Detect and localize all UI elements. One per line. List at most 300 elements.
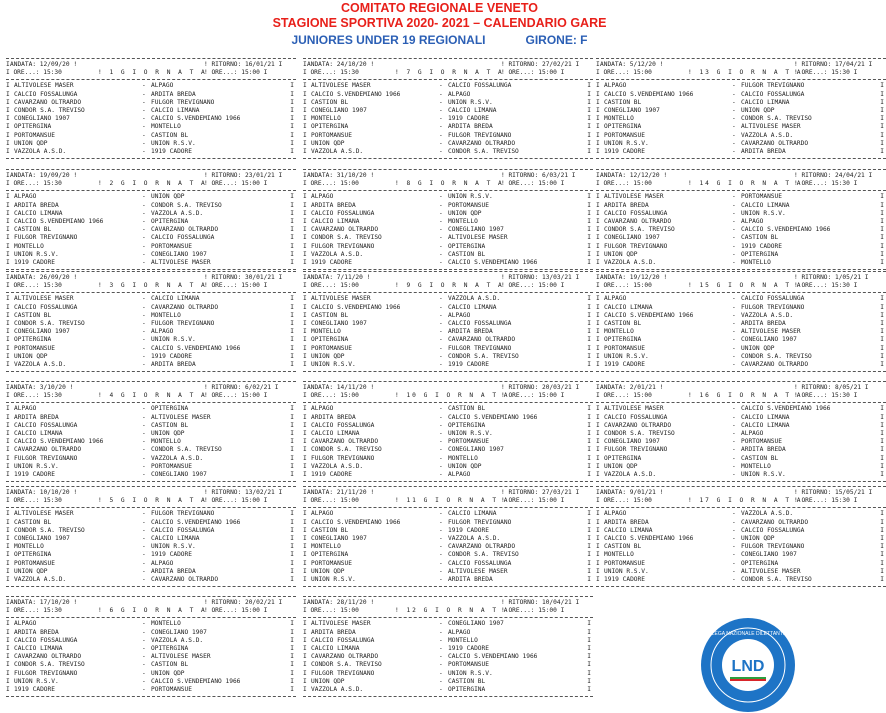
separator: - (142, 413, 146, 421)
separator: - (439, 147, 443, 155)
andata-time: I ORE...: 15:00 (303, 392, 359, 400)
border-char: I (6, 405, 10, 413)
border-char: I (303, 543, 307, 551)
home-team: CALCIO FOSSALUNGA (604, 209, 668, 217)
round-label: ! 10 G I O R N A T A (395, 392, 510, 400)
round-label: ! 7 G I O R N A T A (395, 69, 504, 77)
separator: - (142, 193, 146, 201)
away-team: FULGOR TREVIGNANO (448, 344, 512, 352)
match-row (6, 115, 296, 123)
away-team: CONEGLIANO 1907 (448, 620, 504, 628)
home-team: UNION QDP (311, 139, 345, 147)
away-team: ALPAGO (151, 82, 174, 90)
home-team: ARDITA BREDA (311, 628, 356, 636)
home-team: CALCIO FOSSALUNGA (14, 421, 78, 429)
match-row (6, 576, 296, 584)
match-row (596, 430, 886, 438)
away-team: CALCIO FOSSALUNGA (448, 559, 512, 567)
border-char: I (587, 90, 591, 98)
divider (303, 402, 593, 403)
separator: - (142, 534, 146, 542)
border-char: I (303, 360, 307, 368)
border-char: I (303, 98, 307, 106)
away-team: MONTELLO (151, 620, 181, 628)
separator: - (439, 620, 443, 628)
divider (596, 271, 886, 272)
separator: - (142, 98, 146, 106)
divider (6, 58, 296, 59)
away-team: MONTELLO (151, 438, 181, 446)
border-char: I (290, 429, 294, 437)
border-char: I (303, 559, 307, 567)
divider (6, 586, 296, 587)
separator: - (142, 201, 146, 209)
match-row (6, 422, 296, 430)
match-row (6, 463, 296, 471)
home-team: 1919 CADORE (14, 470, 55, 478)
andata-time: I ORE...: 15:00 (596, 282, 652, 290)
border-char: I (6, 685, 10, 693)
border-char: I (880, 123, 884, 131)
border-char: I (303, 470, 307, 478)
border-char: I (6, 454, 10, 462)
border-char: I (880, 98, 884, 106)
home-team: CONEGLIANO 1907 (604, 106, 660, 114)
divider (6, 292, 296, 293)
match-row (6, 543, 296, 551)
away-team: UNION R.S.V. (448, 193, 493, 201)
home-team: CONEGLIANO 1907 (604, 234, 660, 242)
divider (303, 190, 593, 191)
border-char: I (290, 551, 294, 559)
border-char: I (290, 98, 294, 106)
home-team: ARDITA BREDA (604, 518, 649, 526)
home-team: PORTOMANSUE (604, 344, 645, 352)
home-team: CASTION BL (604, 543, 642, 551)
separator: - (142, 661, 146, 669)
border-char: I (587, 226, 591, 234)
away-team: PORTOMANSUE (151, 462, 192, 470)
home-team: UNION QDP (14, 567, 48, 575)
border-char: I (6, 567, 10, 575)
match-row (6, 670, 296, 678)
border-char: I (880, 131, 884, 139)
match-row (303, 140, 593, 148)
away-team: CALCIO LIMANA (448, 106, 497, 114)
match-row (303, 510, 593, 518)
divider (6, 381, 296, 382)
divider (6, 617, 296, 618)
border-char: I (303, 526, 307, 534)
ritorno-time: ! ORE...: 15:00 I (501, 282, 565, 290)
match-row (6, 653, 296, 661)
home-team: MONTELLO (604, 551, 634, 559)
border-char: I (596, 250, 600, 258)
separator: - (732, 413, 736, 421)
match-row (6, 251, 296, 259)
away-team: PORTOMANSUE (151, 685, 192, 693)
match-row (6, 661, 296, 669)
match-row (6, 202, 296, 210)
border-char: I (303, 328, 307, 336)
away-team: OPITERGINA (448, 421, 486, 429)
match-row (6, 353, 296, 361)
match-row (6, 637, 296, 645)
border-char: I (587, 543, 591, 551)
divider (303, 486, 593, 487)
round-block (303, 594, 593, 699)
away-team: FULGOR TREVIGNANO (741, 82, 805, 90)
border-char: I (587, 567, 591, 575)
match-row (596, 210, 886, 218)
home-team: OPITERGINA (311, 123, 349, 131)
ritorno-date: ! RITORNO: 1/05/21 I (794, 274, 869, 281)
match-row (303, 107, 593, 115)
match-row (303, 234, 593, 242)
separator: - (439, 446, 443, 454)
border-char: I (290, 534, 294, 542)
separator: - (439, 217, 443, 225)
match-row (6, 414, 296, 422)
match-row (303, 438, 593, 446)
border-char: I (596, 217, 600, 225)
match-row (303, 576, 593, 584)
border-char: I (880, 543, 884, 551)
away-team: UNION R.S.V. (741, 470, 786, 478)
round-label: ! 14 G I O R N A T A (688, 180, 803, 188)
border-char: I (596, 209, 600, 217)
home-team: ALTIVOLESE MASER (14, 510, 74, 518)
home-team: CONDOR S.A. TREVISO (14, 106, 85, 114)
border-char: I (290, 360, 294, 368)
border-char: I (290, 559, 294, 567)
border-char: I (303, 413, 307, 421)
away-team: CAVARZANO OLTRARDO (741, 518, 809, 526)
away-team: CASTION BL (448, 677, 486, 685)
ritorno-date: ! RITORNO: 27/03/21 I (501, 489, 580, 496)
border-char: I (880, 360, 884, 368)
border-char: I (587, 446, 591, 454)
match-row (303, 543, 593, 551)
border-char: I (290, 123, 294, 131)
home-team: CALCIO S.VENDEMIANO 1966 (14, 438, 104, 446)
home-team: VAZZOLA A.S.D. (311, 250, 364, 258)
match-row (596, 243, 886, 251)
border-char: I (596, 319, 600, 327)
home-team: ARDITA BREDA (14, 628, 59, 636)
border-char: I (587, 620, 591, 628)
ritorno-time: ! ORE...: 15:30 I (794, 69, 858, 77)
border-char: I (290, 526, 294, 534)
border-char: I (6, 489, 10, 496)
home-team: CONDOR S.A. TREVISO (604, 226, 675, 234)
border-char: I (880, 534, 884, 542)
andata-time: I ORE...: 15:00 (596, 69, 652, 77)
match-row (596, 82, 886, 90)
border-char: I (880, 258, 884, 266)
border-char: I (290, 115, 294, 123)
away-team: CONEGLIANO 1907 (741, 551, 797, 559)
border-char: I (880, 446, 884, 454)
away-team: ALPAGO (448, 628, 471, 636)
match-row (6, 226, 296, 234)
away-team: ARDITA BREDA (151, 567, 196, 575)
andata-date: ANDATA: 28/11/20 ! (307, 599, 375, 606)
border-char: I (596, 429, 600, 437)
match-row (596, 543, 886, 551)
match-row (596, 471, 886, 479)
separator: - (732, 226, 736, 234)
group-label: GIRONE: F (525, 33, 588, 47)
border-char: I (303, 677, 307, 685)
separator: - (142, 446, 146, 454)
home-team: CALCIO LIMANA (14, 429, 63, 437)
border-char: I (303, 234, 307, 242)
border-char: I (290, 454, 294, 462)
away-team: UNION QDP (741, 534, 775, 542)
separator: - (439, 139, 443, 147)
away-team: CALCIO LIMANA (151, 534, 200, 542)
divider (596, 371, 886, 372)
border-char: I (6, 620, 10, 628)
away-team: OPITERGINA (151, 217, 189, 225)
home-team: UNION R.S.V. (311, 575, 356, 583)
home-team: MONTELLO (14, 242, 44, 250)
border-char: I (6, 360, 10, 368)
border-char: I (880, 295, 884, 303)
border-char: I (6, 139, 10, 147)
away-team: UNION R.S.V. (151, 139, 196, 147)
away-team: CALCIO FOSSALUNGA (741, 526, 805, 534)
divider (303, 371, 593, 372)
match-row (303, 295, 593, 303)
separator: - (732, 454, 736, 462)
border-char: I (303, 115, 307, 123)
round-block (6, 56, 296, 161)
home-team: CASTION BL (311, 526, 349, 534)
match-row (303, 637, 593, 645)
separator: - (142, 209, 146, 217)
separator: - (732, 295, 736, 303)
match-row (303, 345, 593, 353)
match-row (303, 629, 593, 637)
home-team: CALCIO FOSSALUNGA (604, 413, 668, 421)
ritorno-date: ! RITORNO: 8/05/21 I (794, 384, 869, 391)
border-char: I (587, 405, 591, 413)
border-char: I (290, 90, 294, 98)
separator: - (142, 115, 146, 123)
ritorno-time: ! ORE...: 15:00 I (204, 392, 268, 400)
border-char: I (880, 413, 884, 421)
match-row (596, 226, 886, 234)
match-row (303, 455, 593, 463)
match-row (303, 645, 593, 653)
separator: - (439, 250, 443, 258)
away-team: CASTION BL (741, 454, 779, 462)
away-team: ARDITA BREDA (741, 147, 786, 155)
home-team: CALCIO S.VENDEMIANO 1966 (604, 311, 694, 319)
border-char: I (303, 193, 307, 201)
border-char: I (880, 421, 884, 429)
andata-date: ANDATA: 9/01/21 ! (600, 489, 664, 496)
border-char: I (587, 352, 591, 360)
home-team: PORTOMANSUE (604, 131, 645, 139)
match-row (6, 438, 296, 446)
home-team: OPITERGINA (14, 123, 52, 131)
border-char: I (303, 685, 307, 693)
away-team: CASTION BL (151, 661, 189, 669)
separator: - (732, 234, 736, 242)
separator: - (439, 352, 443, 360)
separator: - (732, 567, 736, 575)
away-team: ALTIVOLESE MASER (151, 413, 211, 421)
separator: - (142, 352, 146, 360)
away-team: 1919 CADORE (448, 115, 489, 123)
match-row (596, 455, 886, 463)
border-char: I (6, 575, 10, 583)
match-row (6, 686, 296, 694)
border-char: I (6, 172, 10, 179)
home-team: CAVARZANO OLTRARDO (311, 653, 379, 661)
border-char: I (6, 559, 10, 567)
match-row (303, 210, 593, 218)
match-row (6, 107, 296, 115)
home-team: ALPAGO (311, 405, 334, 413)
border-char: I (596, 106, 600, 114)
match-row (303, 422, 593, 430)
away-team: OPITERGINA (741, 250, 779, 258)
match-row (6, 328, 296, 336)
home-team: CASTION BL (311, 98, 349, 106)
away-team: FULGOR TREVIGNANO (448, 131, 512, 139)
border-char: I (303, 295, 307, 303)
match-row (596, 140, 886, 148)
home-team: UNION QDP (311, 677, 345, 685)
divider (303, 158, 593, 159)
border-char: I (6, 421, 10, 429)
border-char: I (587, 98, 591, 106)
border-char: I (303, 429, 307, 437)
round-label: ! 1 G I O R N A T A (98, 69, 207, 77)
lnd-logo (700, 617, 796, 713)
match-row (596, 251, 886, 259)
away-team: MONTELLO (448, 636, 478, 644)
border-char: I (303, 620, 307, 628)
separator: - (439, 303, 443, 311)
match-row (6, 560, 296, 568)
home-team: ALPAGO (14, 193, 37, 201)
separator: - (732, 328, 736, 336)
border-char: I (587, 319, 591, 327)
match-row (303, 414, 593, 422)
home-team: VAZZOLA A.S.D. (14, 147, 67, 155)
border-char: I (303, 242, 307, 250)
home-team: MONTELLO (14, 543, 44, 551)
border-char: I (587, 242, 591, 250)
border-char: I (303, 661, 307, 669)
separator: - (439, 98, 443, 106)
away-team: ARDITA BREDA (448, 123, 493, 131)
border-char: I (880, 575, 884, 583)
border-char: I (290, 518, 294, 526)
border-char: I (6, 526, 10, 534)
separator: - (142, 685, 146, 693)
border-char: I (880, 250, 884, 258)
border-char: I (596, 489, 600, 496)
border-char: I (880, 201, 884, 209)
match-row (303, 99, 593, 107)
match-row (596, 312, 886, 320)
separator: - (142, 311, 146, 319)
match-row (596, 304, 886, 312)
separator: - (732, 201, 736, 209)
ritorno-date: ! RITORNO: 30/01/21 I (204, 274, 283, 281)
match-row (6, 234, 296, 242)
home-team: CALCIO FOSSALUNGA (311, 636, 375, 644)
border-char: I (290, 201, 294, 209)
away-team: CONEGLIANO 1907 (448, 446, 504, 454)
match-row (6, 629, 296, 637)
border-char: I (290, 319, 294, 327)
border-char: I (587, 147, 591, 155)
separator: - (439, 242, 443, 250)
match-row (303, 123, 593, 131)
border-char: I (6, 234, 10, 242)
away-team: UNION QDP (151, 429, 185, 437)
border-char: I (303, 90, 307, 98)
andata-time: I ORE...: 15:30 (6, 180, 62, 188)
separator: - (142, 454, 146, 462)
border-char: I (880, 226, 884, 234)
border-char: I (6, 201, 10, 209)
away-team: VAZZOLA A.S.D. (448, 534, 501, 542)
match-row (6, 430, 296, 438)
home-team: ALPAGO (604, 295, 627, 303)
border-char: I (303, 599, 307, 606)
border-char: I (303, 311, 307, 319)
border-char: I (290, 421, 294, 429)
match-row (596, 560, 886, 568)
separator: - (439, 413, 443, 421)
border-char: I (880, 344, 884, 352)
match-row (596, 295, 886, 303)
border-char: I (596, 559, 600, 567)
border-char: I (596, 454, 600, 462)
away-team: FULGOR TREVIGNANO (448, 518, 512, 526)
home-team: MONTELLO (604, 328, 634, 336)
separator: - (439, 669, 443, 677)
home-team: CALCIO FOSSALUNGA (14, 636, 78, 644)
match-row (303, 218, 593, 226)
divider (303, 381, 593, 382)
border-char: I (587, 677, 591, 685)
separator: - (142, 470, 146, 478)
separator: - (439, 661, 443, 669)
home-team: UNION R.S.V. (14, 677, 59, 685)
match-row (6, 304, 296, 312)
border-char: I (880, 209, 884, 217)
border-char: I (596, 90, 600, 98)
border-char: I (303, 352, 307, 360)
separator: - (142, 234, 146, 242)
match-row (303, 686, 593, 694)
border-char: I (303, 384, 307, 391)
home-team: ARDITA BREDA (604, 201, 649, 209)
away-team: MONTELLO (151, 123, 181, 131)
border-char: I (596, 336, 600, 344)
match-row (596, 336, 886, 344)
border-char: I (587, 470, 591, 478)
